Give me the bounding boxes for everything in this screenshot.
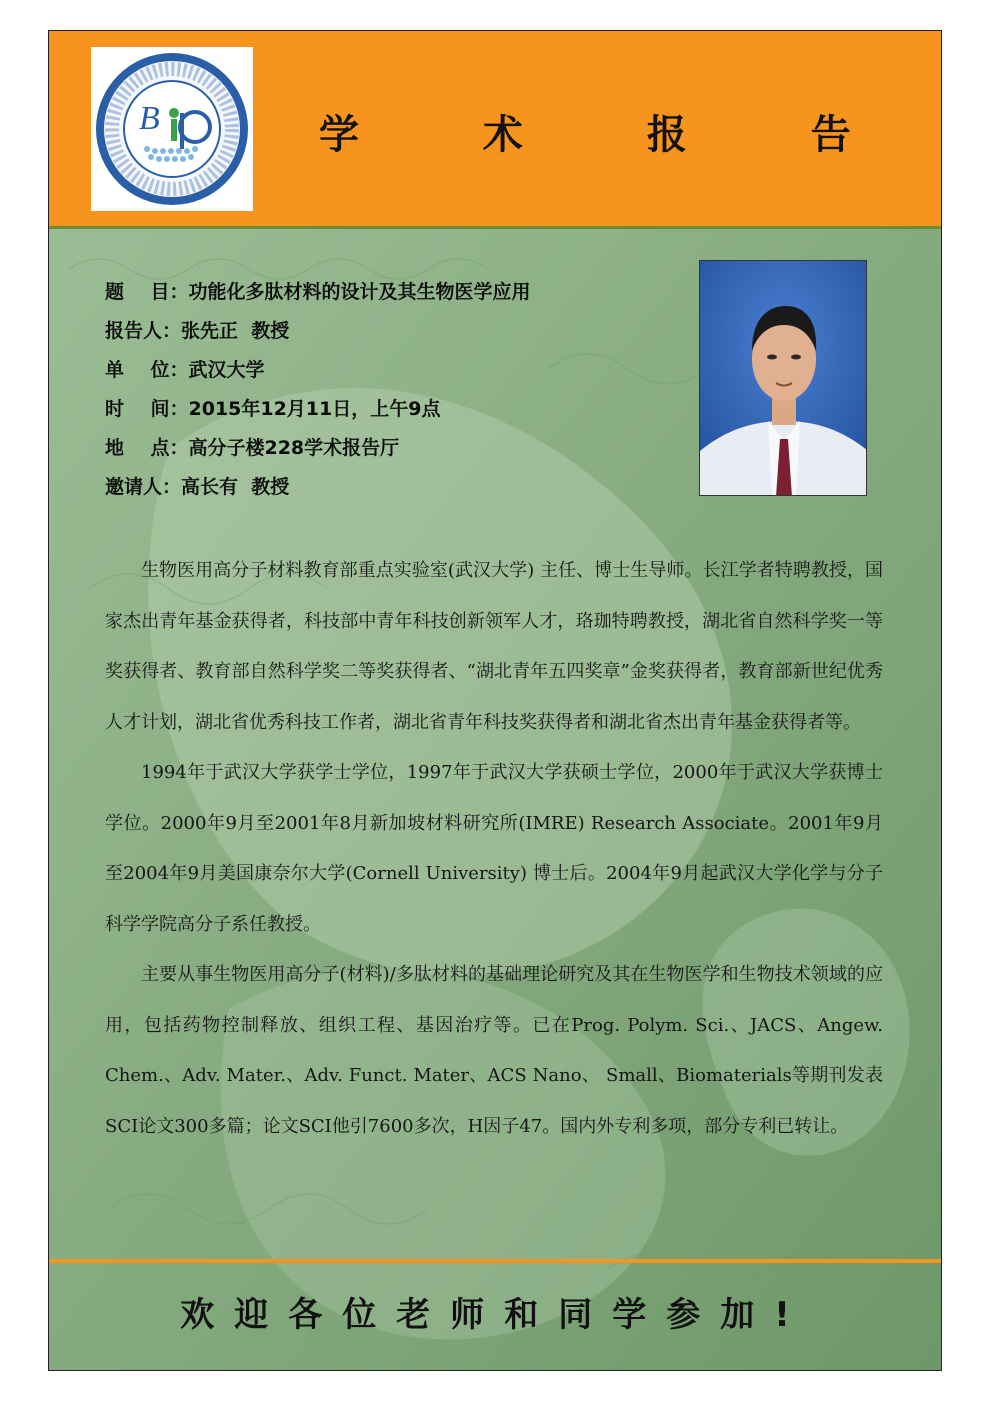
info-row-host: [105, 468, 530, 507]
info-label: 单 位：: [105, 359, 189, 381]
speaker-bio: [105, 546, 883, 1152]
info-row-time: [105, 390, 530, 429]
info-label: 题 目：: [105, 281, 189, 303]
bio-paragraph: 1994年于武汉大学获学士学位，1997年于武汉大学获硕士学位，2000年于武汉大学获博士学位。2000年9月至2001年8月新加坡材料研究所(IMRE) Research Associate。2001年9月至2004年9月美国康奈尔大学(Cornell University) 博士后。2004年9月起武汉大学化学与分子科学学院高分子系任教授。: [105, 762, 883, 935]
info-row-topic: [105, 273, 530, 312]
svg-text:B: B: [139, 100, 160, 137]
info-row-location: [105, 429, 530, 468]
info-label: 时 间：: [105, 398, 189, 420]
info-row-speaker: [105, 312, 530, 351]
bio-paragraph: 主要从事生物医用高分子(材料)/多肽材料的基础理论研究及其在生物医学和生物技术领域的应用，包括药物控制释放、组织工程、基因治疗等。已在Prog. Polym. Sci.、JACS、Angew. Chem.、Adv. Mater.、Adv. Funct. Mater、ACS Nano、 Small、Biomaterials等期刊发表SCI论文300多篇；论文SCI他引7600多次，H因子47。国内外专利多项，部分专利已转让。: [105, 964, 883, 1137]
info-value: 高长有 教授: [181, 476, 290, 498]
info-value: 功能化多肽材料的设计及其生物医学应用: [188, 281, 531, 303]
info-value: 武汉大学: [188, 359, 265, 381]
footer-stripe: [49, 1259, 941, 1263]
poster: [48, 30, 942, 1371]
info-label: 地 点：: [105, 437, 189, 459]
speaker-portrait: [700, 261, 867, 496]
header-bar: [49, 31, 941, 226]
lab-logo: [91, 47, 253, 211]
info-value: 张先正 教授: [181, 320, 290, 342]
bio-paragraph: 生物医用高分子材料教育部重点实验室(武汉大学) 主任、博士生导师。长江学者特聘教授，国家杰出青年基金获得者，科技部中青年科技创新领军人才，珞珈特聘教授，湖北省自然科学奖一等奖获得者、教育部自然科学奖二等奖获得者、“湖北青年五四奖章”金奖获得者，教育部新世纪优秀人才计划，湖北省优秀科技工作者，湖北省青年科技奖获得者和湖北省杰出青年基金获得者等。: [105, 560, 883, 733]
poster-title: 学 术 报 告: [319, 112, 906, 158]
talk-info: [105, 273, 530, 507]
info-row-affiliation: [105, 351, 530, 390]
lab-logo-emblem: [91, 47, 253, 211]
info-value: 高分子楼228学术报告厅: [188, 437, 400, 459]
welcome-banner: 欢迎各位老师和同学参加!: [180, 1295, 810, 1335]
info-label: 报告人：: [105, 320, 182, 342]
info-value: 2015年12月11日，上午9点: [188, 398, 441, 420]
speaker-photo: [699, 260, 867, 496]
info-label: 邀请人：: [105, 476, 182, 498]
